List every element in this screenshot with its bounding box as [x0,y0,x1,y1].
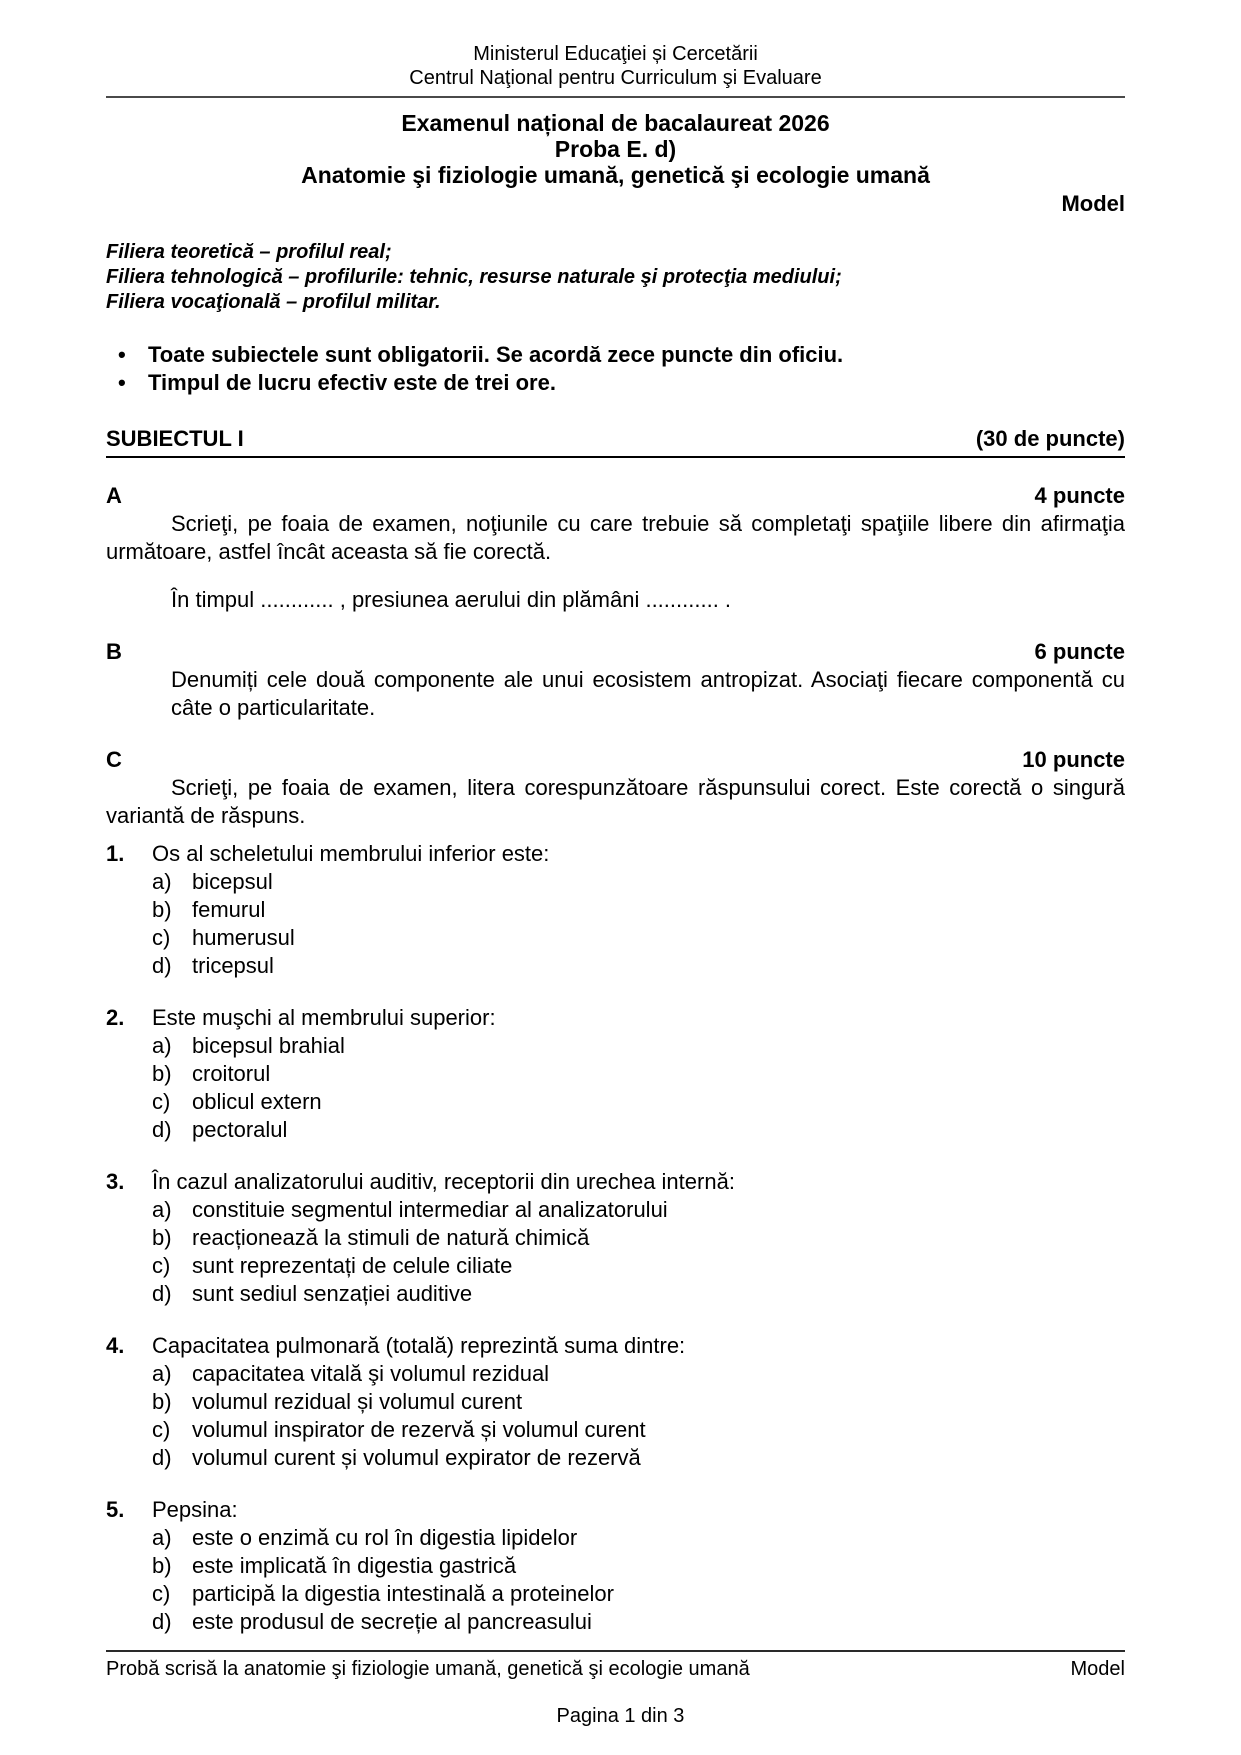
answer-option [152,1224,1125,1252]
center-name: Centrul Naţional pentru Curriculum şi Evaluare [409,67,822,89]
option-marker: a) [152,1033,172,1058]
option-text: tricepsul [192,953,274,978]
question-line [106,840,1125,868]
question-text: Pepsina: [152,1497,238,1522]
option-text: oblicul extern [192,1089,322,1114]
option-marker: c) [152,1417,171,1442]
answer-option [152,924,1125,952]
answer-option [152,1280,1125,1308]
answer-option [152,1608,1125,1636]
option-text: sunt reprezentați de celule ciliate [192,1253,513,1278]
answer-option [152,1088,1125,1116]
section-c-text: Scrieţi, pe foaia de examen, litera corespunzătoare răspunsului corect. Este corectă o singură variantă de răspuns. [106,775,1125,828]
option-text: sunt sediul senzației auditive [192,1281,473,1306]
bullet-icon: • [118,370,126,395]
subject-title: SUBIECTUL I [106,426,244,451]
answer-option [152,1416,1125,1444]
question-text: În cazul analizatorului auditiv, receptorii din urechea internă: [152,1169,735,1194]
question [106,1004,1125,1144]
filiera-teoretica: Filiera teoretică – profilul real; [106,241,392,263]
option-text: bicepsul brahial [192,1033,345,1058]
exam-proba: Proba E. d) [554,136,677,162]
section-a-label: A [106,483,122,508]
page-number: Pagina 1 din 3 [556,1705,685,1727]
option-text: femurul [192,897,266,922]
question-number: 3. [106,1169,125,1194]
option-marker: a) [152,1525,172,1550]
option-marker: a) [152,869,172,894]
option-marker: b) [152,1553,172,1578]
option-marker: d) [152,1117,172,1142]
answer-option [152,868,1125,896]
exam-title-block [106,110,1125,188]
section-b-text: Denumiți cele două componente ale unui ecosistem antropizat. Asociaţi fiecare componentă cu câte o particularitate. [171,667,1125,720]
question-text: Os al scheletului membrului inferior este: [152,841,550,866]
question-text: Este muşchi al membrului superior: [152,1005,496,1030]
option-marker: c) [152,1253,171,1278]
section-c [106,746,1125,830]
subject-heading [106,425,1125,458]
bullet-icon: • [118,342,126,367]
ministry-header [106,42,1125,90]
option-text: capacitatea vitală şi volumul rezidual [192,1361,550,1386]
section-b [106,638,1125,722]
section-c-head [106,746,1125,774]
option-text: constituie segmentul intermediar al analizatorului [192,1197,668,1222]
question-number: 2. [106,1005,125,1030]
section-b-label: B [106,639,122,664]
option-text: este implicată în digestia gastrică [192,1553,517,1578]
answer-option [152,1552,1125,1580]
option-text: pectoralul [192,1117,288,1142]
ministry-name: Ministerul Educaţiei și Cercetării [473,43,758,65]
option-text: croitorul [192,1061,271,1086]
answer-option [152,1580,1125,1608]
filiera-block [106,240,1125,315]
instruction-item [106,369,1125,397]
question-number: 5. [106,1497,125,1522]
option-text: volumul inspirator de rezervă și volumul curent [192,1417,646,1442]
instruction-text: Timpul de lucru efectiv este de trei ore. [148,370,556,395]
question-number: 4. [106,1333,125,1358]
question-number: 1. [106,841,125,866]
instruction-item [106,341,1125,369]
question [106,1332,1125,1472]
option-marker: c) [152,1089,171,1114]
instruction-text: Toate subiectele sunt obligatorii. Se acordă zece puncte din oficiu. [148,342,844,367]
exam-subject-name: Anatomie şi fiziologie umană, genetică şi ecologie umană [301,162,930,188]
option-text: reacționează la stimuli de natură chimică [192,1225,590,1250]
subject-points: (30 de puncte) [975,426,1125,451]
question-line [106,1332,1125,1360]
filiera-tehnologica: Filiera tehnologică – profilurile: tehnic, resurse naturale şi protecţia mediului; [106,266,842,288]
option-marker: a) [152,1197,172,1222]
option-marker: c) [152,925,171,950]
question-text: Capacitatea pulmonară (totală) reprezintă suma dintre: [152,1333,686,1358]
answer-option [152,1524,1125,1552]
option-text: este produsul de secreție al pancreasului [192,1609,592,1634]
question-line [106,1168,1125,1196]
option-marker: d) [152,1445,172,1470]
option-marker: b) [152,1225,172,1250]
footer-left-text: Probă scrisă la anatomie şi fiziologie umană, genetică şi ecologie umană [106,1658,750,1680]
section-a-text: Scrieţi, pe foaia de examen, noţiunile cu care trebuie să completaţi spaţiile libere din afirmaţia următoare, astfel încât aceasta să fie corectă. [106,511,1125,564]
option-text: volumul rezidual și volumul curent [192,1389,523,1414]
question [106,1168,1125,1308]
option-marker: a) [152,1361,172,1386]
option-marker: b) [152,1061,172,1086]
answer-option [152,1444,1125,1472]
question [106,840,1125,980]
option-marker: b) [152,897,172,922]
option-text: volumul curent și volumul expirator de rezervă [192,1445,641,1470]
model-label: Model [1061,191,1125,216]
option-marker: d) [152,1609,172,1634]
questions [106,840,1125,1636]
section-c-label: C [106,747,122,772]
option-text: bicepsul [192,869,273,894]
option-marker: c) [152,1581,171,1606]
option-marker: d) [152,953,172,978]
exam-title: Examenul național de bacalaureat 2026 [401,110,830,136]
answer-option [152,1360,1125,1388]
option-text: participă la digestia intestinală a proteinelor [192,1581,614,1606]
answer-option [152,1196,1125,1224]
answer-option [152,1116,1125,1144]
answer-option [152,1252,1125,1280]
filiera-vocationala: Filiera vocaţională – profilul militar. [106,291,441,313]
question-line [106,1496,1125,1524]
section-a-head [106,482,1125,510]
option-marker: d) [152,1281,172,1306]
option-text: humerusul [192,925,295,950]
header-divider [106,96,1125,98]
section-a-statement: În timpul ............ , presiunea aerului din plămâni ............ . [171,587,732,612]
answer-option [152,1388,1125,1416]
section-b-head [106,638,1125,666]
section-a [106,482,1125,614]
section-a-points: 4 puncte [1034,483,1125,508]
answer-option [152,952,1125,980]
footer-model-label: Model [1070,1658,1125,1680]
answer-option [152,896,1125,924]
answer-option [152,1060,1125,1088]
option-text: este o enzimă cu rol în digestia lipidelor [192,1525,578,1550]
section-c-points: 10 puncte [1022,747,1125,772]
answer-option [152,1032,1125,1060]
option-marker: b) [152,1389,172,1414]
question [106,1496,1125,1636]
instructions-list [106,341,1125,397]
question-line [106,1004,1125,1032]
page-footer [106,1650,1125,1682]
section-b-points: 6 puncte [1034,639,1125,664]
